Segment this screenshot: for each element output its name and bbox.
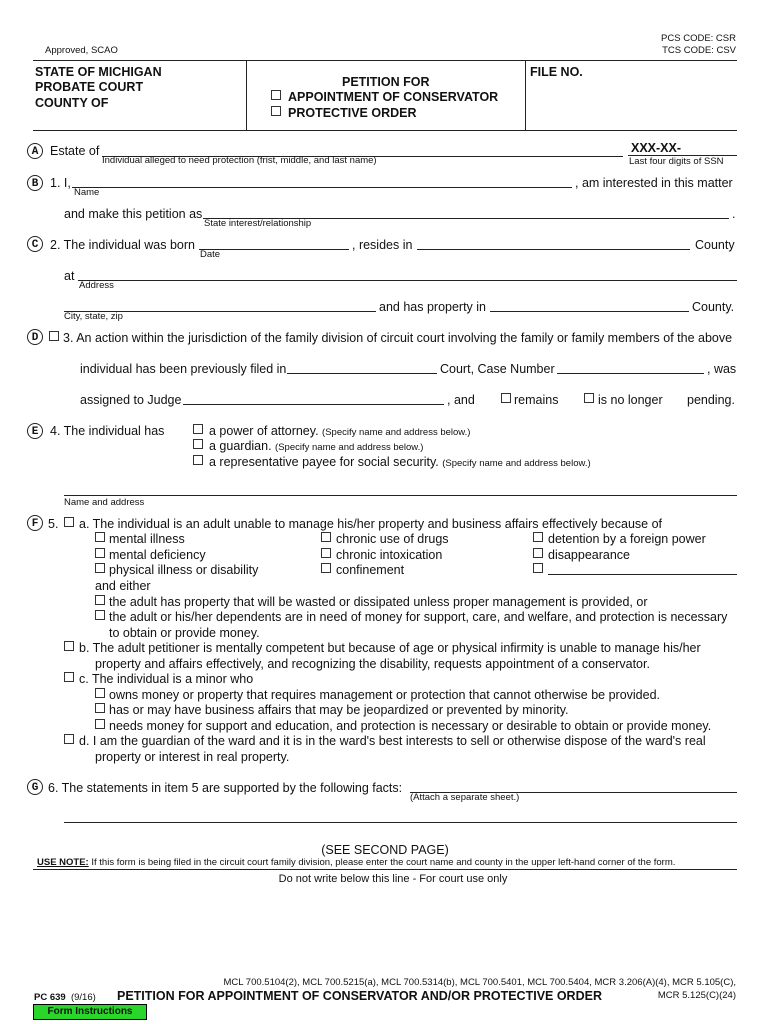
- item-3-text: 3. An action within the jurisdiction of the family division of circuit court involving the family or family members of the above: [63, 331, 733, 345]
- detention-checkbox[interactable]: [533, 532, 543, 542]
- address-field[interactable]: [78, 280, 737, 281]
- item-5b-text-2: property and affairs effectively, and recognizing the disability, requests appointment of a conservator.: [95, 657, 650, 671]
- county-label: County: [695, 238, 735, 252]
- item-5b-text: b. The adult petitioner is mentally competent but because of age or physical infirmity is unable to manage his/her: [79, 641, 701, 655]
- property-county-field[interactable]: [490, 311, 689, 312]
- judge-field[interactable]: [183, 404, 444, 405]
- see-second-page: (SEE SECOND PAGE): [321, 843, 449, 857]
- payee-option: a representative payee for social security. (Specify name and address below.): [209, 455, 591, 469]
- guardian-option: a guardian. (Specify name and address below.): [209, 439, 424, 453]
- court-case-text: Court, Case Number: [440, 362, 555, 376]
- item-1-label: 1. I,: [50, 176, 71, 190]
- and-either-text: and either: [95, 579, 151, 593]
- name-address-sub: Name and address: [64, 497, 145, 508]
- marker-c: C: [27, 236, 43, 252]
- either-2b-text: to obtain or provide money.: [109, 626, 260, 640]
- minor-1-text: owns money or property that requires management or protection that cannot otherwise be provided.: [109, 688, 661, 702]
- physical-illness-checkbox[interactable]: [95, 563, 105, 573]
- county2-label: County.: [692, 300, 735, 314]
- court-name: PROBATE COURT: [35, 80, 144, 94]
- header-bottom-rule: [33, 130, 737, 131]
- minor-1-checkbox[interactable]: [95, 688, 105, 698]
- item-4-label: 4. The individual has: [50, 424, 165, 438]
- item-5c-checkbox[interactable]: [64, 672, 74, 682]
- mental-illness-label: mental illness: [109, 532, 185, 546]
- marker-b: B: [27, 175, 43, 191]
- either-1-text: the adult has property that will be wasted or dissipated unless proper management is provided, or: [109, 595, 648, 609]
- item-5d-text-2: property or interest in real property.: [95, 750, 290, 764]
- form-instructions-button[interactable]: Form Instructions: [33, 1004, 147, 1020]
- petitioner-name-field[interactable]: [72, 187, 572, 188]
- disappearance-label: disappearance: [548, 548, 631, 562]
- estate-name-sub: Individual alleged to need protection (frist, middle, and last name): [102, 155, 377, 166]
- resides-in-text: , resides in: [352, 238, 413, 252]
- physical-illness-label: physical illness or disability: [109, 563, 259, 577]
- either-2-text: the adult or his/her dependents are in need of money for support, care, and welfare, and protection is necessary: [109, 610, 728, 624]
- residence-county-field[interactable]: [417, 249, 690, 250]
- confinement-label: confinement: [336, 563, 405, 577]
- payee-checkbox[interactable]: [193, 455, 203, 465]
- pcs-code: PCS CODE: CSR: [661, 33, 736, 44]
- interest-period: .: [732, 207, 736, 221]
- conservator-checkbox[interactable]: [271, 90, 281, 100]
- mental-deficiency-checkbox[interactable]: [95, 548, 105, 558]
- protective-order-checkbox[interactable]: [271, 106, 281, 116]
- header-divider-2: [525, 61, 526, 130]
- file-no-label: FILE NO.: [530, 65, 583, 79]
- make-petition-text: and make this petition as: [64, 207, 203, 221]
- form-title: PETITION FOR APPOINTMENT OF CONSERVATOR AND/OR PROTECTIVE ORDER: [117, 989, 602, 1003]
- interest-sub: State interest/relationship: [204, 218, 312, 229]
- either-2-checkbox[interactable]: [95, 610, 105, 620]
- city-sub: City, state, zip: [64, 311, 123, 322]
- remains-label: remains: [514, 393, 559, 407]
- drugs-checkbox[interactable]: [321, 532, 331, 542]
- mental-deficiency-label: mental deficiency: [109, 548, 206, 562]
- confinement-checkbox[interactable]: [321, 563, 331, 573]
- conservator-option: APPOINTMENT OF CONSERVATOR: [288, 90, 499, 104]
- item-5d-text: d. I am the guardian of the ward and it is in the ward's best interests to sell or otherwise dispose of the ward's real: [79, 734, 706, 748]
- court-use-rule: [33, 869, 737, 870]
- approved-label: Approved, SCAO: [45, 45, 118, 56]
- minor-2-text: has or may have business affairs that may be jeopardized or prevented by minority.: [109, 703, 569, 717]
- court-use-only: Do not write below this line - For court use only: [278, 873, 508, 885]
- minor-2-checkbox[interactable]: [95, 703, 105, 713]
- address-sub: Address: [79, 280, 114, 291]
- name-sub: Name: [74, 187, 100, 198]
- marker-e: E: [27, 423, 43, 439]
- interested-text: , am interested in this matter: [575, 176, 733, 190]
- item-5d-checkbox[interactable]: [64, 734, 74, 744]
- court-field[interactable]: [287, 373, 437, 374]
- intoxication-label: chronic intoxication: [336, 548, 443, 562]
- and-text: , and: [447, 393, 475, 407]
- item-2-label: 2. The individual was born: [50, 238, 195, 252]
- no-longer-checkbox[interactable]: [584, 393, 594, 403]
- mcl-references: MCL 700.5104(2), MCL 700.5215(a), MCL 700.5314(b), MCL 700.5401, MCL 700.5404, MCR 3.206(A)(4), MCR 5.105(C),: [223, 977, 736, 988]
- power-of-attorney-option: a power of attorney. (Specify name and address below.): [209, 424, 471, 438]
- prev-filed-text: individual has been previously filed in: [80, 362, 287, 376]
- item-5c-text: c. The individual is a minor who: [79, 672, 254, 686]
- estate-of-label: Estate of: [50, 144, 100, 158]
- item-5a-checkbox[interactable]: [64, 517, 74, 527]
- minor-3-text: needs money for support and education, and protection is necessary or desirable to obtain or provide money.: [109, 719, 712, 733]
- assigned-text: assigned to Judge: [80, 393, 182, 407]
- form-heading: PETITION FOR: [342, 75, 430, 89]
- mcr-reference: MCR 5.125(C)(24): [657, 990, 736, 1001]
- has-property-text: and has property in: [379, 300, 487, 314]
- disappearance-checkbox[interactable]: [533, 548, 543, 558]
- minor-3-checkbox[interactable]: [95, 719, 105, 729]
- header-divider-1: [246, 61, 247, 130]
- marker-f: F: [27, 515, 43, 531]
- drugs-label: chronic use of drugs: [336, 532, 449, 546]
- either-1-checkbox[interactable]: [95, 595, 105, 605]
- item-3-checkbox[interactable]: [49, 331, 59, 341]
- attach-note: (Attach a separate sheet.): [410, 792, 520, 803]
- detention-label: detention by a foreign power: [548, 532, 706, 546]
- other-reason-field[interactable]: [548, 574, 737, 575]
- birth-date-field[interactable]: [199, 249, 349, 250]
- court-state: STATE OF MICHIGAN: [35, 65, 162, 79]
- use-note: USE NOTE: If this form is being filed in the circuit court family division, please enter the court name and county in the upper left-hand corner of the form.: [37, 857, 676, 868]
- form-number: PC 639 (9/16): [34, 992, 96, 1003]
- marker-a: A: [27, 143, 43, 159]
- no-longer-label: is no longer: [598, 393, 663, 407]
- other-reason-checkbox[interactable]: [533, 563, 543, 573]
- name-address-field[interactable]: [64, 495, 737, 496]
- item-5a-text: a. The individual is an adult unable to manage his/her property and business affairs effectively because of: [79, 517, 663, 531]
- protective-order-option: PROTECTIVE ORDER: [288, 106, 417, 120]
- guardian-checkbox[interactable]: [193, 439, 203, 449]
- was-text: , was: [707, 362, 737, 376]
- mental-illness-checkbox[interactable]: [95, 532, 105, 542]
- item-5b-checkbox[interactable]: [64, 641, 74, 651]
- ssn-sub: Last four digits of SSN: [629, 156, 724, 167]
- at-label: at: [64, 269, 75, 283]
- case-number-field[interactable]: [557, 373, 704, 374]
- marker-d: D: [27, 329, 43, 345]
- item-5-label: 5.: [48, 517, 59, 531]
- power-of-attorney-checkbox[interactable]: [193, 424, 203, 434]
- intoxication-checkbox[interactable]: [321, 548, 331, 558]
- marker-g: G: [27, 779, 43, 795]
- facts-field-2[interactable]: [64, 822, 737, 823]
- pending-text: pending.: [687, 393, 735, 407]
- date-sub: Date: [200, 249, 221, 260]
- tcs-code: TCS CODE: CSV: [662, 45, 736, 56]
- ssn-value: XXX-XX-: [631, 141, 682, 155]
- header-top-rule: [33, 60, 737, 61]
- remains-checkbox[interactable]: [501, 393, 511, 403]
- item-6-text: 6. The statements in item 5 are supported by the following facts:: [48, 781, 403, 795]
- court-county: COUNTY OF: [35, 96, 109, 110]
